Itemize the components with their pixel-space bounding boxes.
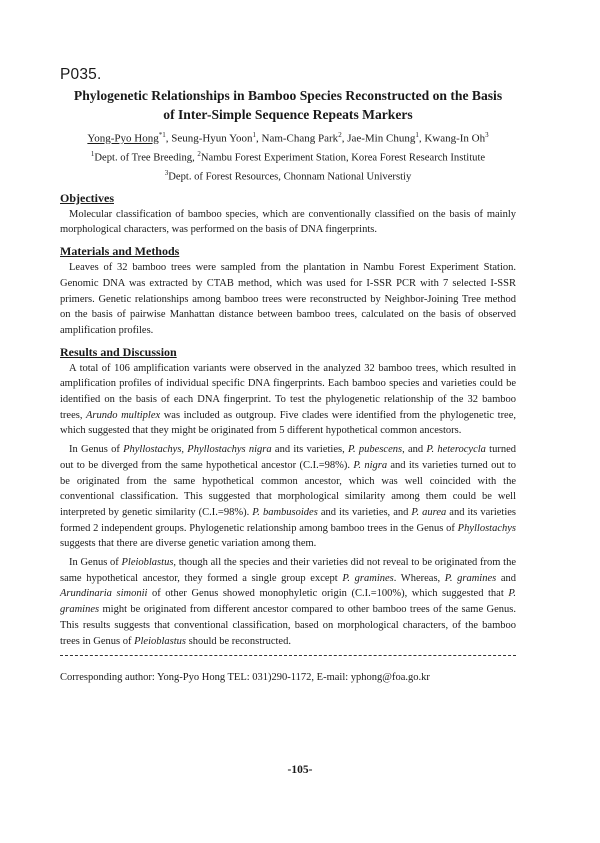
author-2: , Seung-Hyun Yoon <box>165 132 253 145</box>
results-p2-text-a: In Genus of <box>69 444 124 456</box>
objectives-heading: Objectives <box>60 190 114 205</box>
author-2-sup: 1 <box>252 131 256 139</box>
results-p1-italic-1: Arundo multiplex <box>86 409 161 421</box>
results-p3-italic-1: Pleioblastus <box>121 557 174 569</box>
author-list <box>60 127 516 147</box>
author-3-sup: 2 <box>338 131 342 139</box>
results-p2-italic-5: P. bambusoides <box>252 506 318 518</box>
affiliation-line-1 <box>60 147 516 166</box>
page-number: -105- <box>287 764 313 776</box>
results-p2-italic-3: P. heterocycla <box>426 444 486 456</box>
results-p2-italic-6: P. aurea <box>411 506 447 518</box>
affil-sup-2: 2 <box>197 149 201 158</box>
author-1: Yong-Pyo Hong <box>87 132 159 145</box>
footnote-divider <box>60 655 516 656</box>
paper-page <box>60 66 516 685</box>
affil-sup-1: 1 <box>90 149 95 158</box>
abstract-code: P035. <box>60 66 102 83</box>
affiliation-1: Dept. of Tree Breeding, <box>94 152 198 164</box>
results-p3-text-c: . Whereas, <box>393 572 445 584</box>
results-p3-text-f: might be originated from different ancestor compared to other bamboo trees of the same Genus. This results suggests that conventional classification, based on morphological characters, of the bamboo trees in Genus of <box>60 604 516 647</box>
results-p3-italic-6: Pleioblastus <box>134 635 186 647</box>
title-line-2: of Inter-Simple Sequence Repeats Markers <box>163 107 413 122</box>
corresponding-author: Corresponding author: Yong-Pyo Hong TEL: 031)290-1172, E-mail: yphong@foa.go.kr <box>60 672 430 684</box>
results-p1-text-a: A total of 106 amplification variants were observed in the analyzed 32 bamboo trees, which resulted in amplification profiles of individual specific DNA fingerprints. Each bamboo species and varieties could be identified on the basis of each DNA fingerprint. To test the phylogenetic relationship of the 32 bamboo trees, <box>60 362 516 421</box>
affiliation-3: Dept. of Forest Resources, Chonnam National Universtiy <box>168 171 412 183</box>
results-p2-text-f: and its varieties, and <box>317 506 412 518</box>
results-p1-text-b: was included as outgroup. Five clades were identified from the phylogenetic tree, which suggested that they might be originated from 5 different hypothetical common ancestors. <box>60 409 517 437</box>
results-paragraph-1 <box>60 361 516 440</box>
results-p3-text-d: and <box>496 572 516 584</box>
results-paragraph-2 <box>60 442 516 552</box>
author-5: , Kwang-In Oh <box>418 132 486 145</box>
results-p2-text-g: and its varieties formed 2 independent groups. Phylogenetic relationship among bamboo trees in the Genus of <box>60 506 516 534</box>
results-p2-text-e: and its varieties turned out to be originated from the same hypothetical common ancestor, which was well coincided with the conventional classification. This suggested that morphological similarity among them could be well interpreted by genetic similarity (C.I.=98%). <box>60 459 516 518</box>
results-p2-italic-7: Phyllostachys <box>457 522 516 534</box>
results-p3-text-e: of other Genus showed monophyletic origin (C.I.=100%), which suggested that <box>147 588 509 600</box>
results-p3-italic-5: P. gramines <box>60 588 517 616</box>
results-p2-text-b: and its varieties, <box>271 444 348 456</box>
paper-title <box>60 86 516 124</box>
results-p2-italic-2: P. pubescens <box>347 444 403 456</box>
results-p3-italic-4: Arundinaria simonii <box>60 588 148 600</box>
results-p2-text-c: , and <box>402 444 427 456</box>
author-3: , Nam-Chang Park <box>256 132 339 145</box>
results-p2-text-d: turned out to be diverged from the same hypothetical ancestor (C.I.=98%). <box>60 444 517 471</box>
results-p2-text-h: suggests that there are diverse genetic variation among them. <box>60 538 317 550</box>
results-p3-text-a: In Genus of <box>69 557 122 569</box>
author-4: , Jae-Min Chung <box>341 132 416 145</box>
results-p3-text-g: should be reconstructed. <box>186 635 291 647</box>
author-1-sup: *1 <box>158 131 166 139</box>
objectives-text: Molecular classification of bamboo species, which are conventionally classified on the basis of mainly morphological characters, was performed on the basis of DNA fingerprints. <box>60 208 516 236</box>
affiliation-2: Nambu Forest Experiment Station, Korea Forest Research Institute <box>200 152 486 164</box>
results-p3-italic-2: P. gramines <box>342 572 394 584</box>
results-p3-italic-3: P. gramines <box>444 572 497 584</box>
author-4-sup: 1 <box>415 131 419 139</box>
results-p2-italic-1: Phyllostachys, Phyllostachys nigra <box>123 444 272 456</box>
affiliation-line-2 <box>60 166 516 185</box>
results-paragraph-3 <box>60 555 516 649</box>
results-heading: Results and Discussion <box>60 344 177 359</box>
author-5-sup: 3 <box>485 131 489 139</box>
results-p2-italic-4: P. nigra <box>353 459 388 471</box>
title-line-1: Phylogenetic Relationships in Bamboo Species Reconstructed on the Basis <box>73 88 503 103</box>
methods-text: Leaves of 32 bamboo trees were sampled from the plantation in Nambu Forest Experiment Station. Genomic DNA was extracted by CTAB method, which was used for I-SSR PCR with 7 selected I-SSR primers. Genetic relationships among bamboo trees were reconstructed by Neighbor-Joining Tree method on the basis of pairwise Manhattan distance between bamboo trees, calculated on the basis of observed amplification profiles. <box>60 262 516 336</box>
methods-heading: Materials and Methods <box>60 244 180 259</box>
affil-sup-3: 3 <box>164 168 169 177</box>
results-p3-text-b: , though all the species and their varieties did not reveal to be originated from the same hypothetical ancestor, they formed a single group except <box>60 557 516 584</box>
